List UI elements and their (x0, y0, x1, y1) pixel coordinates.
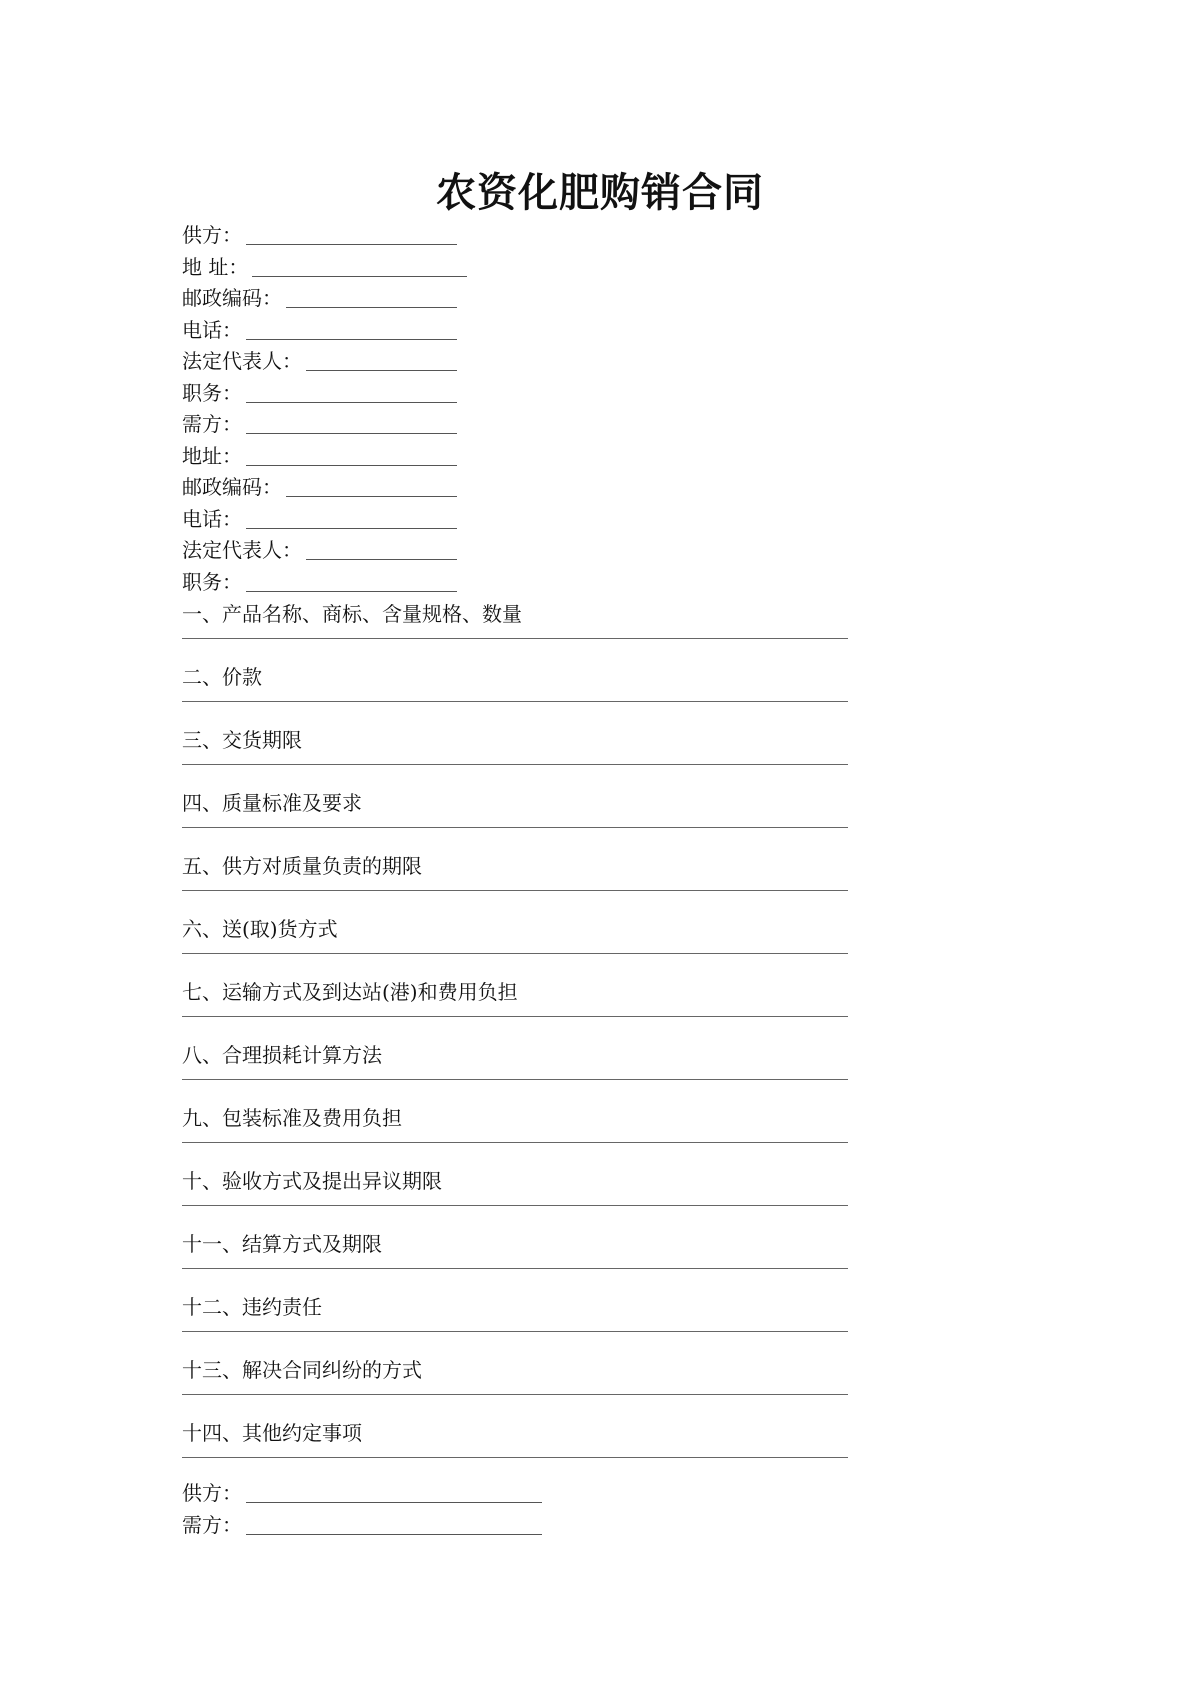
section-fill-line[interactable] (182, 1142, 848, 1143)
contract-section (182, 1417, 862, 1480)
signature-row (182, 1510, 542, 1542)
section-fill-line[interactable] (182, 1016, 848, 1017)
contract-section (182, 1165, 862, 1228)
section-fill-line[interactable] (182, 638, 848, 639)
contract-section (182, 1354, 862, 1417)
section-heading: 八、合理损耗计算方法 (182, 1043, 382, 1067)
blank-fill-line[interactable] (246, 222, 457, 245)
section-fill-line[interactable] (182, 1205, 848, 1206)
section-fill-line[interactable] (182, 1394, 848, 1395)
blank-fill-line[interactable] (286, 285, 457, 308)
field-label: 法定代表人： (182, 349, 302, 373)
party-field-row (182, 252, 862, 284)
section-fill-line[interactable] (182, 701, 848, 702)
blank-fill-line[interactable] (246, 443, 457, 466)
signature-line[interactable] (246, 1480, 542, 1503)
contract-section (182, 1039, 862, 1102)
party-field-row (182, 472, 862, 504)
section-heading: 十二、违约责任 (182, 1295, 322, 1319)
section-heading: 十、验收方式及提出异议期限 (182, 1169, 442, 1193)
section-heading: 十三、解决合同纠纷的方式 (182, 1358, 422, 1382)
section-heading: 三、交货期限 (182, 728, 302, 752)
signature-label: 需方： (182, 1512, 242, 1537)
section-heading: 十一、结算方式及期限 (182, 1232, 382, 1256)
field-label: 供方： (182, 223, 242, 247)
signature-row (182, 1478, 542, 1510)
contract-section (182, 598, 862, 661)
blank-fill-line[interactable] (246, 411, 457, 434)
section-heading: 二、价款 (182, 665, 262, 689)
contract-section (182, 661, 862, 724)
signature-block (182, 1478, 542, 1541)
party-info (182, 220, 862, 1480)
section-fill-line[interactable] (182, 1331, 848, 1332)
section-heading: 十四、其他约定事项 (182, 1421, 362, 1445)
section-fill-line[interactable] (182, 1079, 848, 1080)
contract-section (182, 1228, 862, 1291)
blank-fill-line[interactable] (246, 569, 457, 592)
section-fill-line[interactable] (182, 953, 848, 954)
party-field-row (182, 346, 862, 378)
party-field-row (182, 504, 862, 536)
contract-section (182, 787, 862, 850)
party-field-row (182, 283, 862, 315)
blank-fill-line[interactable] (246, 506, 457, 529)
party-field-row (182, 220, 862, 252)
field-label: 需方： (182, 412, 242, 436)
field-label: 职务： (182, 569, 242, 594)
section-heading: 七、运输方式及到达站(港)和费用负担 (182, 980, 518, 1004)
blank-fill-line[interactable] (252, 254, 467, 277)
party-field-row (182, 567, 862, 599)
signature-line[interactable] (246, 1512, 542, 1535)
blank-fill-line[interactable] (306, 348, 457, 371)
field-label: 地址： (182, 443, 242, 468)
field-label: 电话： (182, 506, 242, 531)
blank-fill-line[interactable] (246, 380, 457, 403)
section-fill-line[interactable] (182, 1457, 848, 1458)
blank-fill-line[interactable] (286, 474, 457, 497)
contract-section (182, 1102, 862, 1165)
section-fill-line[interactable] (182, 1268, 848, 1269)
blank-fill-line[interactable] (306, 537, 457, 560)
party-field-row (182, 535, 862, 567)
contract-section (182, 913, 862, 976)
contract-section (182, 1291, 862, 1354)
section-heading: 六、送(取)货方式 (182, 917, 338, 941)
signature-label: 供方： (182, 1481, 242, 1505)
field-label: 邮政编码： (182, 475, 282, 499)
field-label: 地 址： (182, 254, 249, 279)
contract-section (182, 976, 862, 1039)
field-label: 电话： (182, 317, 242, 342)
field-label: 法定代表人： (182, 538, 302, 562)
field-label: 邮政编码： (182, 286, 282, 310)
section-heading: 九、包装标准及费用负担 (182, 1106, 402, 1130)
blank-fill-line[interactable] (246, 317, 457, 340)
section-heading: 五、供方对质量负责的期限 (182, 854, 422, 878)
section-fill-line[interactable] (182, 827, 848, 828)
section-fill-line[interactable] (182, 764, 848, 765)
contract-section (182, 850, 862, 913)
section-heading: 四、质量标准及要求 (182, 791, 362, 815)
field-label: 职务： (182, 380, 242, 405)
contract-section (182, 724, 862, 787)
section-heading: 一、产品名称、商标、含量规格、数量 (182, 602, 522, 626)
party-field-row (182, 315, 862, 347)
party-field-row (182, 409, 862, 441)
party-field-row (182, 378, 862, 410)
party-field-row (182, 441, 862, 473)
contract-title: 农资化肥购销合同 (436, 170, 764, 216)
section-fill-line[interactable] (182, 890, 848, 891)
